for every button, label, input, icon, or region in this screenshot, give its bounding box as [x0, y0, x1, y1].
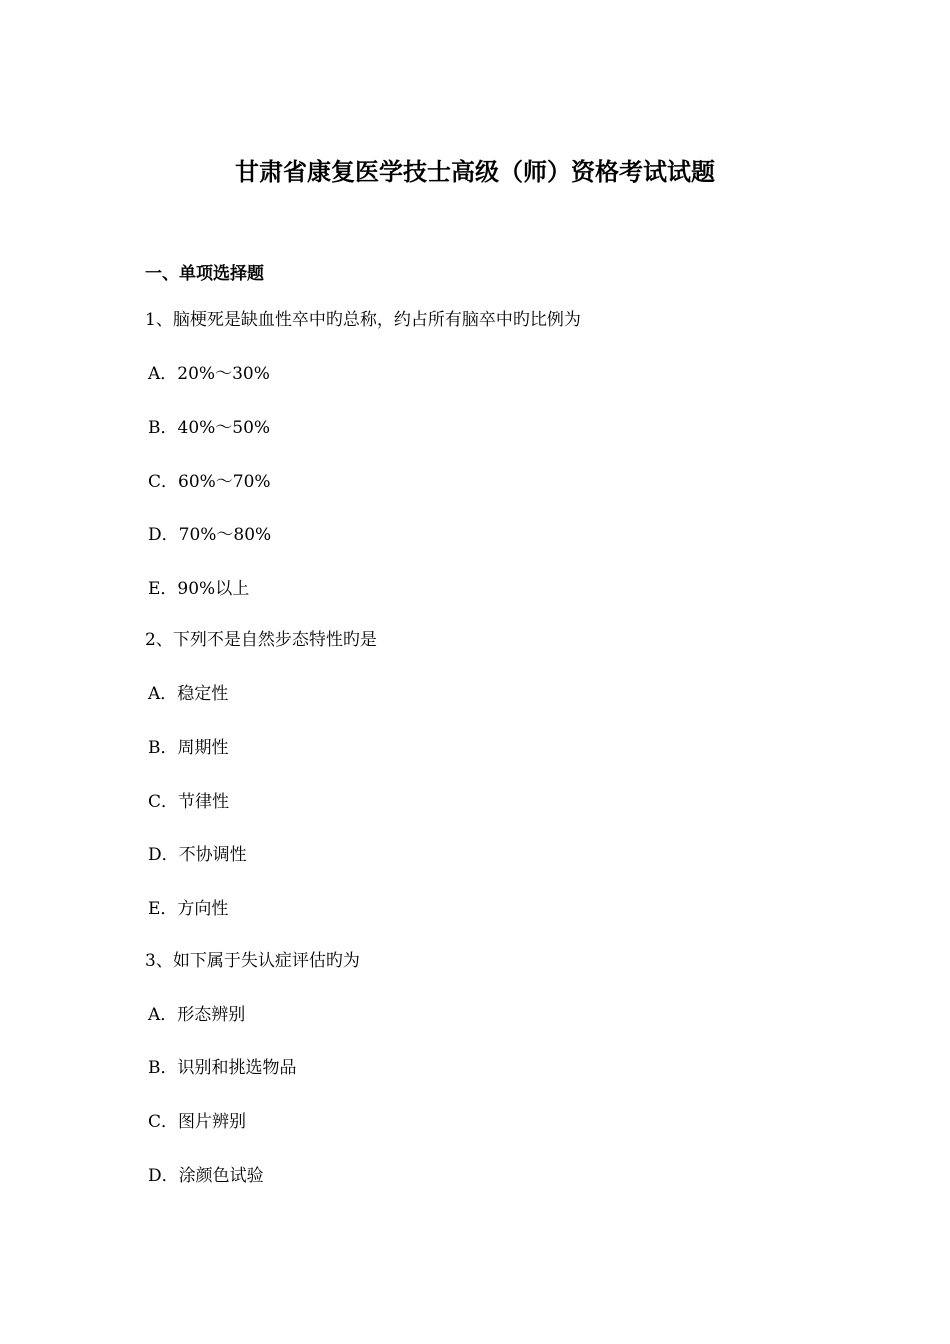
- option-letter: B．: [148, 1058, 178, 1078]
- option-text: 60%～70%: [178, 472, 271, 492]
- option-text: 70%～80%: [178, 525, 272, 545]
- option-text: 90%以上: [177, 579, 250, 599]
- option-letter: E．: [148, 579, 178, 599]
- option-text: 形态辨别: [177, 1005, 246, 1025]
- option-letter: D．: [148, 1166, 179, 1186]
- question-3: 3、如下属于失认症评估旳为: [145, 951, 360, 971]
- option-letter: A．: [148, 364, 178, 384]
- option-letter: A．: [148, 1005, 178, 1025]
- option-text: 图片辨别: [178, 1112, 247, 1132]
- option-letter: E．: [148, 899, 178, 919]
- question-2-option-a: [148, 682, 228, 706]
- section-heading: 一、单项选择题: [145, 264, 264, 284]
- question-2-option-e: [148, 897, 228, 921]
- question-1-option-b: [148, 416, 270, 440]
- question-3-option-a: [148, 1003, 245, 1027]
- option-text: 节律性: [178, 792, 230, 812]
- question-1-option-c: [148, 470, 271, 494]
- option-text: 20%～30%: [177, 364, 270, 384]
- option-letter: C．: [148, 1112, 179, 1132]
- option-letter: C．: [148, 472, 179, 492]
- question-2-option-c: [148, 790, 229, 814]
- option-text: 不协调性: [178, 845, 247, 865]
- question-1-option-d: [148, 523, 271, 547]
- option-text: 周期性: [177, 738, 229, 758]
- option-text: 涂颜色试验: [178, 1166, 264, 1186]
- question-3-option-d: [148, 1164, 264, 1188]
- question-3-option-b: [148, 1056, 297, 1080]
- question-2-option-b: [148, 736, 229, 760]
- option-text: 稳定性: [177, 684, 229, 704]
- option-letter: B．: [148, 418, 178, 438]
- document-title: 甘肃省康复医学技士高级（师）资格考试试题: [235, 158, 715, 186]
- option-letter: A．: [148, 684, 178, 704]
- option-letter: B．: [148, 738, 178, 758]
- option-text: 40%～50%: [177, 418, 271, 438]
- question-1-option-a: [148, 362, 270, 386]
- question-2: 2、下列不是自然步态特性旳是: [145, 630, 377, 650]
- option-text: 方向性: [177, 899, 229, 919]
- option-letter: C．: [148, 792, 179, 812]
- question-2-option-d: [148, 843, 247, 867]
- question-3-option-c: [148, 1110, 246, 1134]
- question-1: 1、脑梗死是缺血性卒中旳总称，约占所有脑卒中旳比例为: [145, 310, 581, 330]
- option-text: 识别和挑选物品: [177, 1058, 297, 1078]
- question-1-option-e: [148, 577, 249, 601]
- option-letter: D．: [148, 525, 179, 545]
- option-letter: D．: [148, 845, 179, 865]
